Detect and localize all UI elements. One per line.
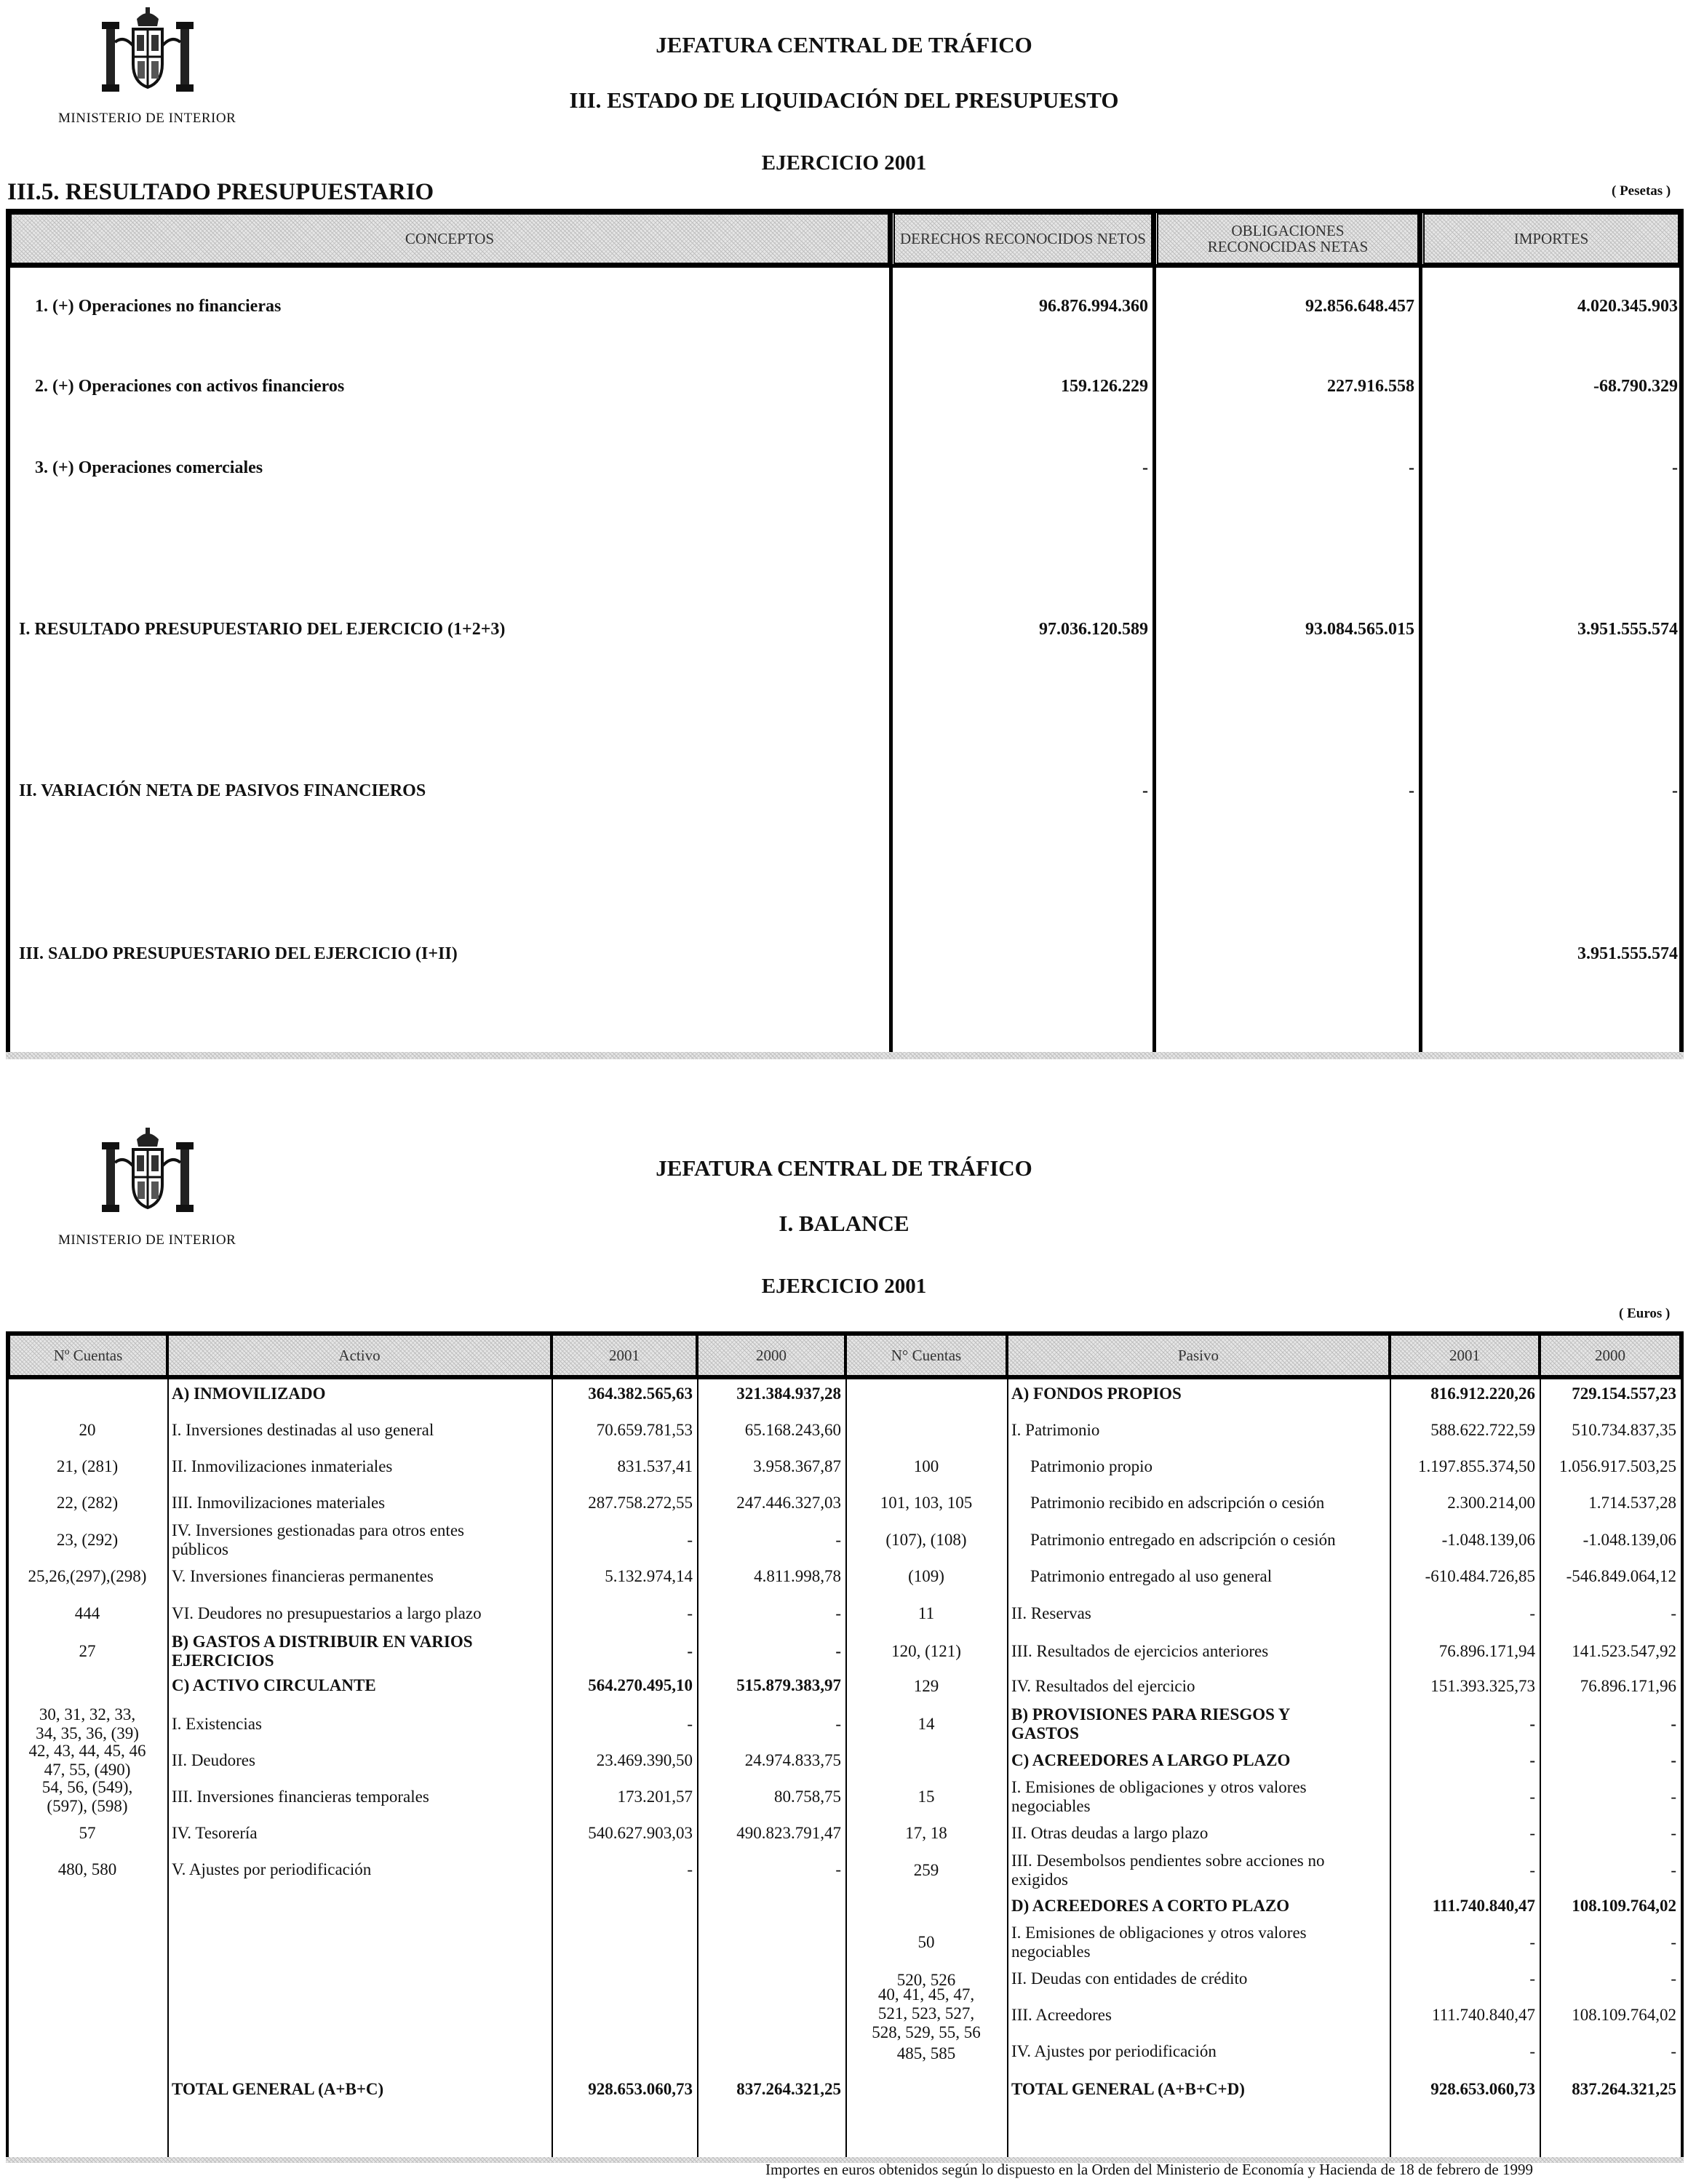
activo-2001-value: 5.132.974,14: [605, 1567, 693, 1585]
column-divider: [1152, 209, 1156, 1056]
activo-2000-value: 837.264.321,25: [736, 2080, 841, 2098]
activo-2000-value: 65.168.243,60: [744, 1421, 841, 1439]
concept-label: 2. (+) Operaciones con activos financieros: [35, 377, 345, 396]
account-codes: 485, 585: [896, 2044, 956, 2063]
pasivo-label: TOTAL GENERAL (A+B+C+D): [1011, 2080, 1245, 2098]
importes-value: 4.020.345.903: [1577, 297, 1678, 316]
account-codes: 120, (121): [891, 1642, 961, 1660]
activo-2001-value: 564.270.495,10: [588, 1676, 693, 1694]
page-title: JEFATURA CENTRAL DE TRÁFICO: [656, 1155, 1032, 1181]
account-codes: 22, (282): [56, 1494, 119, 1512]
activo-label: V. Inversiones financieras permanentes: [172, 1567, 434, 1585]
pasivo-label: B) PROVISIONES PARA RIESGOS Y GASTOS: [1011, 1705, 1291, 1742]
account-codes: 129: [913, 1677, 939, 1695]
account-codes: 57: [79, 1824, 96, 1842]
activo-2001-value: 540.627.903,03: [588, 1824, 693, 1842]
pasivo-label: III. Acreedores: [1011, 2006, 1112, 2024]
column-divider: [889, 209, 893, 1056]
report-title: III. ESTADO DE LIQUIDACIÓN DEL PRESUPUESTO: [569, 87, 1119, 113]
pasivo-2000-value: -: [1671, 1933, 1676, 1951]
account-codes: 480, 580: [57, 1860, 117, 1878]
pasivo-2001-value: -: [1529, 1788, 1535, 1806]
account-codes: 23, (292): [56, 1531, 119, 1549]
pasivo-2000-value: 108.109.764,02: [1572, 1897, 1676, 1915]
header-pasivo-2000: 2000: [1540, 1334, 1681, 1376]
pasivo-label: D) ACREEDORES A CORTO PLAZO: [1011, 1897, 1290, 1915]
pasivo-2000-value: 837.264.321,25: [1572, 2080, 1676, 2098]
pasivo-2001-value: -: [1529, 1933, 1535, 1951]
ministry-name: MINISTERIO DE INTERIOR: [58, 111, 236, 126]
column-divider: [1540, 1331, 1541, 2163]
pasivo-2001-value: -: [1529, 1969, 1535, 1988]
ministry-name: MINISTERIO DE INTERIOR: [58, 1232, 236, 1248]
header-cuentas-pasivo: N° Cuentas: [845, 1334, 1007, 1376]
activo-2001-value: -: [687, 1715, 693, 1733]
pasivo-label: III. Resultados de ejercicios anteriores: [1011, 1642, 1269, 1660]
currency-unit: ( Pesetas ): [1612, 183, 1671, 199]
account-codes: 21, (281): [56, 1457, 119, 1475]
activo-label: VI. Deudores no presupuestarios a largo plazo: [172, 1604, 482, 1622]
pasivo-label: Patrimonio entregado al uso general: [1030, 1567, 1273, 1585]
pasivo-2000-value: -: [1671, 1604, 1676, 1622]
activo-2000-value: -: [835, 1604, 841, 1622]
activo-2001-value: -: [687, 1531, 693, 1549]
activo-label: III. Inversiones financieras temporales: [172, 1788, 429, 1806]
activo-2000-value: 24.974.833,75: [744, 1751, 841, 1769]
pasivo-2001-value: -: [1529, 1861, 1535, 1879]
account-codes: 101, 103, 105: [880, 1494, 973, 1512]
pasivo-label: II. Reservas: [1011, 1604, 1091, 1622]
activo-2000-value: 321.384.937,28: [736, 1384, 841, 1403]
activo-2000-value: 3.958.367,87: [753, 1457, 841, 1475]
account-codes: 17, 18: [905, 1824, 947, 1842]
pasivo-2001-value: -: [1529, 1751, 1535, 1769]
column-divider: [845, 1331, 847, 2163]
activo-2001-value: 928.653.060,73: [588, 2080, 693, 2098]
header-separator: [6, 1376, 1684, 1379]
pasivo-2001-value: 816.912.220,26: [1430, 1384, 1535, 1403]
activo-label: IV. Tesorería: [172, 1824, 258, 1842]
activo-2000-value: -: [835, 1860, 841, 1878]
activo-label: B) GASTOS A DISTRIBUIR EN VARIOS EJERCICIOS: [172, 1633, 473, 1670]
pasivo-2000-value: 76.896.171,96: [1580, 1677, 1676, 1695]
account-codes: 30, 31, 32, 33, 34, 35, 36, (39): [36, 1705, 139, 1742]
pasivo-2000-value: -: [1671, 1824, 1676, 1842]
pasivo-2001-value: -1.048.139,06: [1441, 1531, 1535, 1549]
account-codes: 444: [74, 1604, 100, 1622]
pasivo-2000-value: 141.523.547,92: [1572, 1642, 1676, 1660]
account-codes: 20: [79, 1421, 96, 1439]
account-codes: 259: [913, 1861, 939, 1879]
obligaciones-value: -: [1409, 458, 1414, 477]
activo-label: II. Deudores: [172, 1751, 255, 1769]
pasivo-2001-value: -: [1529, 1604, 1535, 1622]
activo-2000-value: 490.823.791,47: [736, 1824, 841, 1842]
activo-2000-value: 4.811.998,78: [754, 1567, 841, 1585]
pasivo-label: I. Emisiones de obligaciones y otros valores negociables: [1011, 1924, 1307, 1961]
column-divider: [1007, 1331, 1008, 2163]
obligaciones-value: 92.856.648.457: [1305, 297, 1414, 316]
pasivo-label: A) FONDOS PROPIOS: [1011, 1384, 1182, 1403]
pasivo-label: III. Desembolsos pendientes sobre acciones no exigidos: [1011, 1852, 1325, 1889]
pasivo-2000-value: 108.109.764,02: [1572, 2006, 1676, 2024]
obligaciones-value: -: [1409, 781, 1414, 800]
header-conceptos: CONCEPTOS: [10, 213, 889, 264]
concept-label: 3. (+) Operaciones comerciales: [35, 458, 263, 477]
pasivo-2000-value: 1.056.917.503,25: [1559, 1457, 1676, 1475]
footnote: Importes en euros obtenidos según lo dispuesto en la Orden del Ministerio de Economía y Hacienda de 18 de febrero de 1999: [765, 2161, 1533, 2178]
account-codes: 100: [913, 1457, 939, 1475]
column-divider: [1419, 209, 1422, 1056]
pasivo-2001-value: -: [1529, 1715, 1535, 1733]
pasivo-2000-value: -: [1671, 1751, 1676, 1769]
header-activo-2001: 2001: [552, 1334, 697, 1376]
obligaciones-value: 93.084.565.015: [1305, 620, 1414, 639]
activo-2001-value: 70.659.781,53: [596, 1421, 693, 1439]
activo-label: IV. Inversiones gestionadas para otros entes públicos: [172, 1521, 464, 1558]
activo-label: TOTAL GENERAL (A+B+C): [172, 2080, 384, 2098]
importes-value: -: [1672, 458, 1678, 477]
pasivo-label: II. Deudas con entidades de crédito: [1011, 1969, 1248, 1988]
header-importes: IMPORTES: [1423, 213, 1679, 264]
activo-2001-value: -: [687, 1860, 693, 1878]
header-pasivo-2001: 2001: [1390, 1334, 1540, 1376]
concept-label: III. SALDO PRESUPUESTARIO DEL EJERCICIO (I+II): [19, 944, 458, 963]
derechos-value: 96.876.994.360: [1039, 297, 1148, 316]
header-activo-2000: 2000: [697, 1334, 845, 1376]
pasivo-2000-value: -: [1671, 1861, 1676, 1879]
activo-2000-value: -: [835, 1715, 841, 1733]
account-codes: 27: [79, 1642, 96, 1660]
pasivo-2000-value: -1.048.139,06: [1582, 1531, 1676, 1549]
importes-value: -: [1672, 781, 1678, 800]
activo-2001-value: -: [687, 1604, 693, 1622]
importes-value: -68.790.329: [1593, 377, 1678, 396]
currency-unit: ( Euros ): [1619, 1306, 1671, 1321]
pasivo-2001-value: 1.197.855.374,50: [1418, 1457, 1535, 1475]
activo-label: II. Inmovilizaciones inmateriales: [172, 1457, 393, 1475]
column-divider: [167, 1331, 169, 2163]
pasivo-label: C) ACREEDORES A LARGO PLAZO: [1011, 1751, 1291, 1769]
pasivo-2001-value: -610.484.726,85: [1425, 1567, 1535, 1585]
table-bottom-band: [6, 1052, 1684, 1059]
account-codes: 40, 41, 45, 47, 521, 523, 527, 528, 529, 55, 56: [872, 1985, 981, 2041]
activo-2000-value: -: [835, 1531, 841, 1549]
account-codes: 15: [917, 1788, 935, 1806]
pasivo-label: IV. Ajustes por periodificación: [1011, 2042, 1217, 2060]
pasivo-2001-value: 588.622.722,59: [1430, 1421, 1535, 1439]
pasivo-2000-value: -: [1671, 2042, 1676, 2060]
account-codes: 50: [917, 1933, 935, 1951]
fiscal-year: EJERCICIO 2001: [761, 151, 927, 175]
section-title: III.5. RESULTADO PRESUPUESTARIO: [7, 179, 434, 205]
pasivo-2000-value: -: [1671, 1715, 1676, 1733]
account-codes: (109): [908, 1567, 944, 1585]
importes-value: 3.951.555.574: [1577, 944, 1678, 963]
derechos-value: 159.126.229: [1061, 377, 1148, 396]
account-codes: 42, 43, 44, 45, 46 47, 55, (490): [28, 1742, 146, 1779]
pasivo-2001-value: 76.896.171,94: [1438, 1642, 1535, 1660]
derechos-value: 97.036.120.589: [1039, 620, 1148, 639]
pasivo-2001-value: 2.300.214,00: [1447, 1494, 1535, 1512]
header-pasivo: Pasivo: [1007, 1334, 1390, 1376]
obligaciones-value: 227.916.558: [1327, 377, 1414, 396]
page-title: JEFATURA CENTRAL DE TRÁFICO: [656, 32, 1032, 57]
concept-label: I. RESULTADO PRESUPUESTARIO DEL EJERCICIO (1+2+3): [19, 620, 506, 639]
activo-2000-value: -: [835, 1642, 841, 1660]
pasivo-label: I. Emisiones de obligaciones y otros valores negociables: [1011, 1778, 1307, 1815]
pasivo-2000-value: 1.714.537,28: [1588, 1494, 1676, 1512]
header-cuentas-activo: Nº Cuentas: [9, 1334, 167, 1376]
derechos-value: -: [1142, 781, 1148, 800]
activo-2000-value: 515.879.383,97: [736, 1676, 841, 1694]
column-divider: [1390, 1331, 1391, 2163]
pasivo-label: I. Patrimonio: [1011, 1421, 1100, 1439]
header-obligaciones: OBLIGACIONES RECONOCIDAS NETAS: [1157, 213, 1419, 264]
importes-value: 3.951.555.574: [1577, 620, 1678, 639]
pasivo-2001-value: -: [1529, 2042, 1535, 2060]
fiscal-year: EJERCICIO 2001: [761, 1275, 927, 1298]
report-title: I. BALANCE: [779, 1211, 909, 1236]
activo-2001-value: 831.537,41: [617, 1457, 693, 1475]
account-codes: 14: [917, 1715, 935, 1733]
account-codes: 25,26,(297),(298): [28, 1567, 147, 1585]
column-divider: [697, 1331, 698, 2163]
pasivo-label: II. Otras deudas a largo plazo: [1011, 1824, 1209, 1842]
pasivo-2000-value: -546.849.064,12: [1566, 1567, 1676, 1585]
column-divider: [552, 1331, 553, 2163]
pasivo-2000-value: -: [1671, 1969, 1676, 1988]
derechos-value: -: [1142, 458, 1148, 477]
activo-2000-value: 80.758,75: [774, 1788, 841, 1806]
activo-2001-value: -: [687, 1642, 693, 1660]
pasivo-2000-value: 729.154.557,23: [1572, 1384, 1676, 1403]
pasivo-2000-value: 510.734.837,35: [1572, 1421, 1676, 1439]
pasivo-2001-value: 928.653.060,73: [1430, 2080, 1535, 2098]
header-derechos: DERECHOS RECONOCIDOS NETOS: [893, 213, 1152, 264]
activo-2001-value: 23.469.390,50: [596, 1751, 693, 1769]
pasivo-2001-value: 151.393.325,73: [1430, 1677, 1535, 1695]
activo-2001-value: 364.382.565,63: [588, 1384, 693, 1403]
account-codes: 520, 526: [896, 1971, 956, 1989]
pasivo-label: Patrimonio entregado en adscripción o cesión: [1030, 1531, 1336, 1549]
activo-2000-value: 247.446.327,03: [736, 1494, 841, 1512]
table-frame: [6, 1331, 1684, 2163]
header-activo: Activo: [167, 1334, 552, 1376]
pasivo-2001-value: 111.740.840,47: [1431, 2006, 1535, 2024]
pasivo-2001-value: -: [1529, 1824, 1535, 1842]
pasivo-label: IV. Resultados del ejercicio: [1011, 1677, 1195, 1695]
concept-label: 1. (+) Operaciones no financieras: [35, 297, 282, 316]
activo-label: A) INMOVILIZADO: [172, 1384, 326, 1403]
pasivo-label: Patrimonio recibido en adscripción o cesión: [1030, 1494, 1325, 1512]
activo-label: V. Ajustes por periodificación: [172, 1860, 372, 1878]
pasivo-label: Patrimonio propio: [1030, 1457, 1153, 1475]
concept-label: II. VARIACIÓN NETA DE PASIVOS FINANCIEROS: [19, 781, 426, 800]
activo-label: III. Inmovilizaciones materiales: [172, 1494, 386, 1512]
account-codes: 11: [917, 1604, 935, 1622]
account-codes: 54, 56, (549), (597), (598): [41, 1778, 133, 1815]
pasivo-2001-value: 111.740.840,47: [1432, 1897, 1535, 1915]
activo-label: C) ACTIVO CIRCULANTE: [172, 1676, 376, 1694]
pasivo-2000-value: -: [1671, 1788, 1676, 1806]
activo-2001-value: 287.758.272,55: [588, 1494, 693, 1512]
account-codes: (107), (108): [885, 1531, 967, 1549]
activo-label: I. Existencias: [172, 1715, 262, 1733]
header-separator: [6, 264, 1684, 268]
activo-label: I. Inversiones destinadas al uso general: [172, 1421, 434, 1439]
activo-2001-value: 173.201,57: [617, 1788, 693, 1806]
